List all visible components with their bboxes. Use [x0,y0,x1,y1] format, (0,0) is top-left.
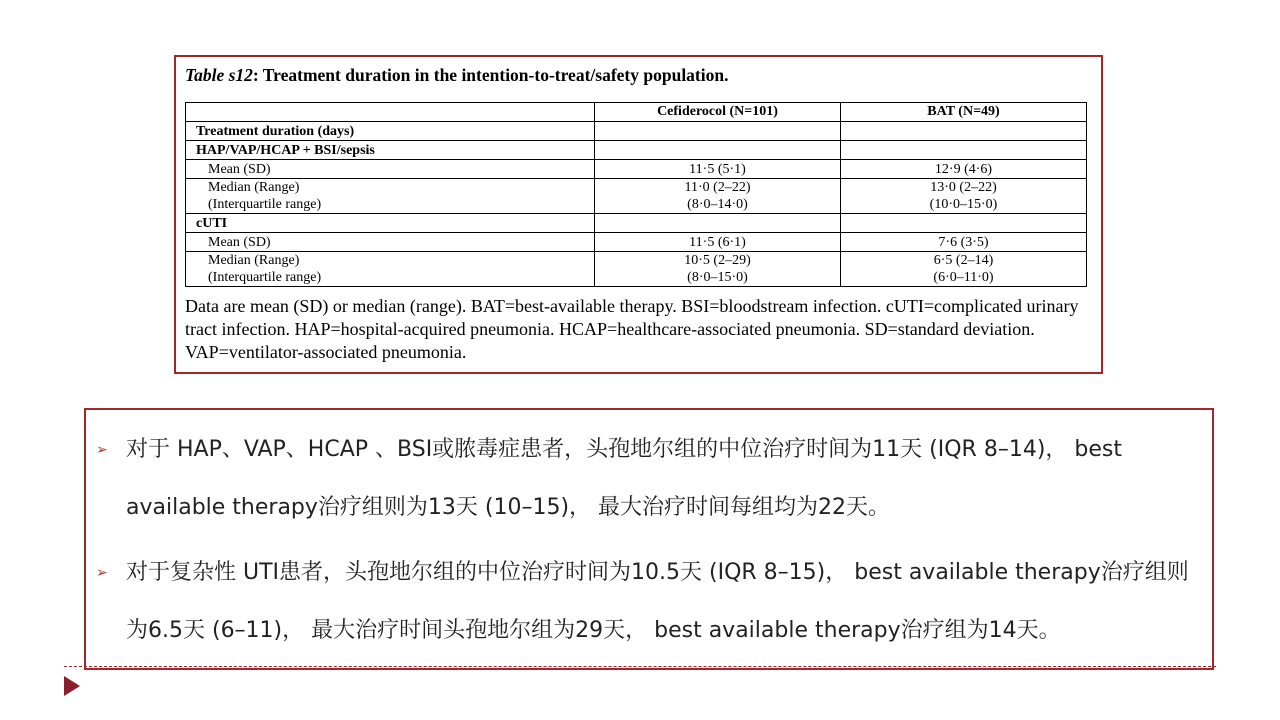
footer-dashed-divider [64,666,1216,667]
cell-cefiderocol-iqr: (8·0–15·0) [687,270,748,285]
cell-bat: 12·9 (4·6) [841,160,1087,179]
row-label-iqr: (Interquartile range) [208,197,322,212]
table-title-text: : Treatment duration in the intention-to-treat/safety population. [252,65,729,85]
table-row [186,160,1087,179]
row-label: Median (Range) [208,180,300,195]
cell-bat-iqr: (10·0–15·0) [929,197,998,212]
cell-cefiderocol: 10·5 (2–29) [684,253,751,268]
header-cell-cefiderocol: Cefiderocol (N=101) [595,103,841,122]
cell-cefiderocol [595,141,841,160]
summary-box [84,408,1214,670]
table-row [186,252,1087,287]
table-row [186,122,1087,141]
play-triangle-icon [64,676,80,696]
row-label: Mean (SD) [208,234,271,250]
bullet-item [96,544,1192,660]
arrow-bullet-icon: ➢ [96,442,108,458]
cell-cefiderocol [595,122,841,141]
row-label-iqr: (Interquartile range) [208,270,322,285]
row-label: HAP/VAP/HCAP + BSI/sepsis [186,141,595,160]
header-cell-blank [186,103,595,122]
cell-cefiderocol: 11·5 (6·1) [595,233,841,252]
cell-cefiderocol-iqr: (8·0–14·0) [687,197,748,212]
table-title [185,65,728,86]
row-label: cUTI [186,214,595,233]
table-row [186,233,1087,252]
arrow-bullet-icon: ➢ [96,565,108,581]
cell-cefiderocol: 11·5 (5·1) [595,160,841,179]
cell-cefiderocol [595,214,841,233]
row-label: Median (Range) [208,253,300,268]
row-label: Mean (SD) [208,161,271,177]
cell-bat: 7·6 (3·5) [841,233,1087,252]
bullet-text: 对于复杂性 UTI患者，头孢地尔组的中位治疗时间为10.5天 (IQR 8–15)， best available therapy治疗组则为6.5天 (6–11)， 最大治疗时间头孢地尔组为29天， best available therapy治疗组为14天。 [126,560,1189,643]
row-label: Treatment duration (days) [186,122,595,141]
treatment-duration-table [185,102,1087,287]
table-row [186,141,1087,160]
table-header-row [186,103,1087,122]
cell-bat: 6·5 (2–14) [933,253,994,268]
bullet-text: 对于 HAP、VAP、HCAP 、BSI或脓毒症患者，头孢地尔组的中位治疗时间为11天 (IQR 8–14)， best available therapy治疗组则为13天 (10–15)， 最大治疗时间每组均为22天。 [126,437,1122,520]
header-cell-bat: BAT (N=49) [841,103,1087,122]
cell-bat: 13·0 (2–22) [930,180,997,195]
cell-bat [841,214,1087,233]
table-row [186,214,1087,233]
cell-bat [841,122,1087,141]
table-title-number: Table s12 [185,65,253,85]
cell-bat-iqr: (6·0–11·0) [933,270,994,285]
bullet-item [96,421,1192,537]
cell-cefiderocol: 11·0 (2–22) [684,180,751,195]
table-figure [174,55,1103,374]
cell-bat [841,141,1087,160]
table-footnote: Data are mean (SD) or median (range). BAT=best-available therapy. BSI=bloodstream infection. cUTI=complicated urinary tract infection. HAP=hospital-acquired pneumonia. HCAP=healthcare-associated pneumonia. SD=standard deviation. VAP=ventilator-associated pneumonia. [185,296,1079,362]
table-row [186,179,1087,214]
